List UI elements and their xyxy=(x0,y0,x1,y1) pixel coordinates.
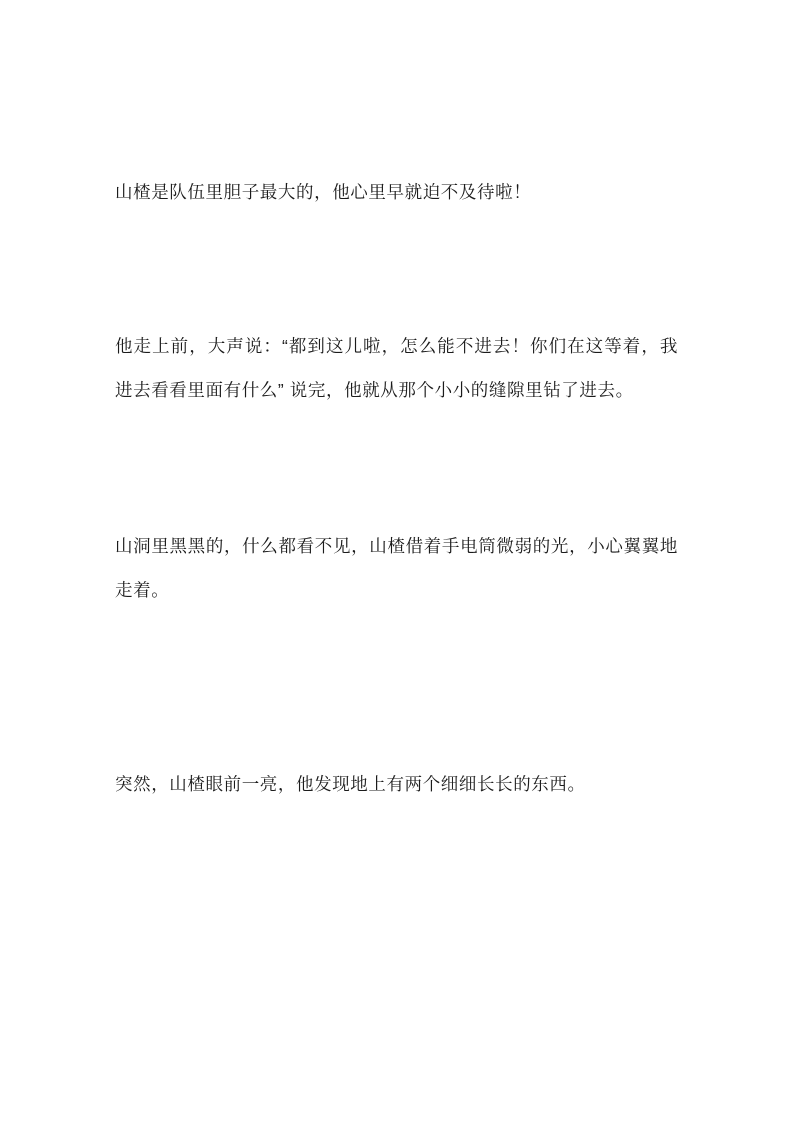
paragraph-3: 山洞里黑黑的，什么都看不见，山楂借着手电筒微弱的光，小心翼翼地走着。 xyxy=(115,536,678,600)
paragraph-4: 突然，山楂眼前一亮，他发现地上有两个细细长长的东西。 xyxy=(115,774,586,794)
paragraph-1: 山楂是队伍里胆子最大的，他心里早就迫不及待啦！ xyxy=(115,182,532,202)
paragraph-2: 他走上前，大声说：“都到这儿啦，怎么能不进去！你们在这等着，我进去看看里面有什么” 说完，他就从那个小小的缝隙里钻了进去。 xyxy=(115,336,678,400)
document-body xyxy=(115,170,678,806)
paragraph-spacer xyxy=(115,612,678,762)
paragraph-spacer xyxy=(115,412,678,524)
paragraph-spacer xyxy=(115,214,678,324)
